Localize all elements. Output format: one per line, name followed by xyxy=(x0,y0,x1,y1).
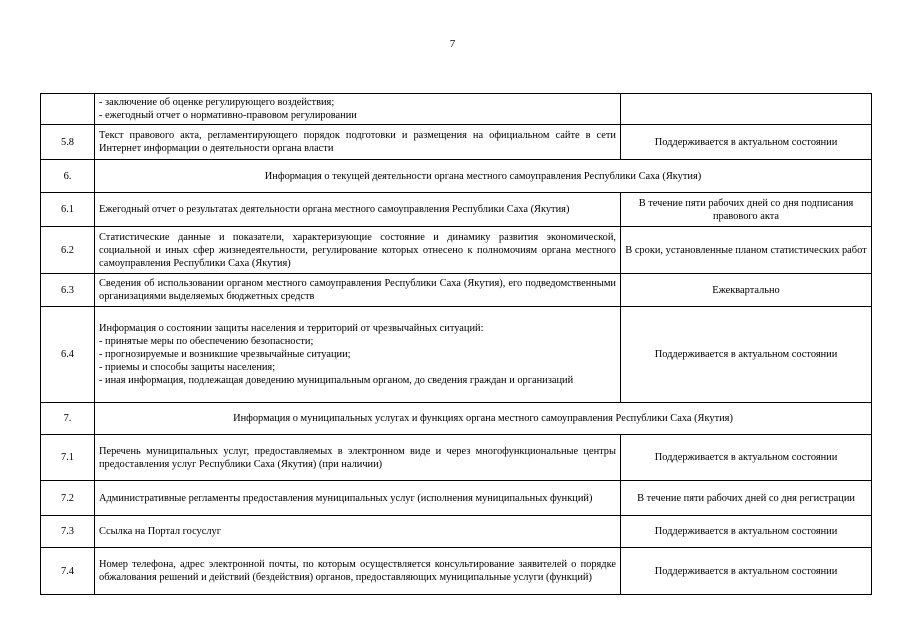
table-row xyxy=(41,193,872,227)
description-text: Ссылка на Портал госуслуг xyxy=(99,526,221,537)
row-term: В сроки, установленные планом статистических работ xyxy=(621,227,872,274)
row-number: 6.2 xyxy=(41,227,95,274)
description-line: - прогнозируемые и возникшие чрезвычайные ситуации; xyxy=(99,349,351,360)
row-description xyxy=(95,125,621,160)
row-term: Поддерживается в актуальном состоянии xyxy=(621,125,872,160)
row-description xyxy=(95,481,621,516)
row-number: 7.3 xyxy=(41,516,95,548)
description-text: Текст правового акта, регламентирующего порядок подготовки и размещения на официальном сайте в сети Интернет информации о деятельности органа власти xyxy=(99,130,616,154)
description-text: Сведения об использовании органом местного самоуправления Республики Саха (Якутия), его подведомственными организациями выделяемых бюджетных средств xyxy=(99,278,616,302)
table-row xyxy=(41,94,872,125)
row-number: 7.2 xyxy=(41,481,95,516)
row-description xyxy=(95,227,621,274)
description-text: Перечень муниципальных услуг, предоставляемых в электронном виде и через многофункциональные центры предоставления услуг Республики Саха (Якутия) (при наличии) xyxy=(99,445,616,470)
row-number: 7.1 xyxy=(41,435,95,481)
row-term: Ежеквартально xyxy=(621,274,872,307)
row-description xyxy=(95,516,621,548)
section-row xyxy=(41,403,872,435)
row-term: Поддерживается в актуальном состоянии xyxy=(621,435,872,481)
row-description xyxy=(95,94,621,125)
section-row xyxy=(41,160,872,193)
description-text: Номер телефона, адрес электронной почты, по которым осуществляется консультирование заявителей о порядке обжалования решений и действий (бездействия) органов, предоставляющих муниципальные услуги (функций) xyxy=(99,559,616,583)
row-description xyxy=(95,548,621,595)
table-row xyxy=(41,125,872,160)
table-row xyxy=(41,548,872,595)
description-text: Статистические данные и показатели, характеризующие состояние и динамику развития экономической, социальной и иных сфер жизнедеятельности, регулирование которых отнесено к полномочиям органа местного самоуправления Республики Саха (Якутия) xyxy=(99,231,616,269)
row-number: 5.8 xyxy=(41,125,95,160)
row-number: 6.3 xyxy=(41,274,95,307)
table-row xyxy=(41,227,872,274)
row-term: Поддерживается в актуальном состоянии xyxy=(621,548,872,595)
row-term: В течение пяти рабочих дней со дня регистрации xyxy=(621,481,872,516)
description-text: Административные регламенты предоставления муниципальных услуг (исполнения муниципальных функций) xyxy=(99,492,593,504)
row-number: 6.1 xyxy=(41,193,95,227)
row-term: Поддерживается в актуальном состоянии xyxy=(621,516,872,548)
section-number: 6. xyxy=(41,160,95,193)
row-number: 7.4 xyxy=(41,548,95,595)
description-text: Ежегодный отчет о результатах деятельности органа местного самоуправления Республики Саха (Якутия) xyxy=(99,204,570,215)
row-number xyxy=(41,94,95,125)
table-row xyxy=(41,435,872,481)
information-table xyxy=(40,93,872,595)
table-row xyxy=(41,481,872,516)
row-term xyxy=(621,94,872,125)
row-term: Поддерживается в актуальном состоянии xyxy=(621,307,872,403)
description-line: - заключение об оценке регулирующего воздействия; xyxy=(99,97,335,108)
table-row xyxy=(41,274,872,307)
row-term: В течение пяти рабочих дней со дня подписания правового акта xyxy=(621,193,872,227)
description-line: Информация о состоянии защиты населения и территорий от чрезвычайных ситуаций: xyxy=(99,323,484,334)
section-number: 7. xyxy=(41,403,95,435)
table-row xyxy=(41,307,872,403)
description-line: - иная информация, подлежащая доведению муниципальным органом, до сведения граждан и организаций xyxy=(99,375,574,386)
row-description xyxy=(95,435,621,481)
section-title: Информация о текущей деятельности органа местного самоуправления Республики Саха (Якутия) xyxy=(95,160,872,193)
section-title: Информация о муниципальных услугах и функциях органа местного самоуправления Республики Саха (Якутия) xyxy=(95,403,872,435)
row-description xyxy=(95,274,621,307)
page-number: 7 xyxy=(449,38,456,50)
table-row xyxy=(41,516,872,548)
description-line: - ежегодный отчет о нормативно-правовом регулировании xyxy=(99,110,357,121)
row-description xyxy=(95,307,621,403)
row-number: 6.4 xyxy=(41,307,95,403)
row-description xyxy=(95,193,621,227)
description-line: - принятые меры по обеспечению безопасности; xyxy=(99,336,314,347)
description-line: - приемы и способы защиты населения; xyxy=(99,362,276,373)
